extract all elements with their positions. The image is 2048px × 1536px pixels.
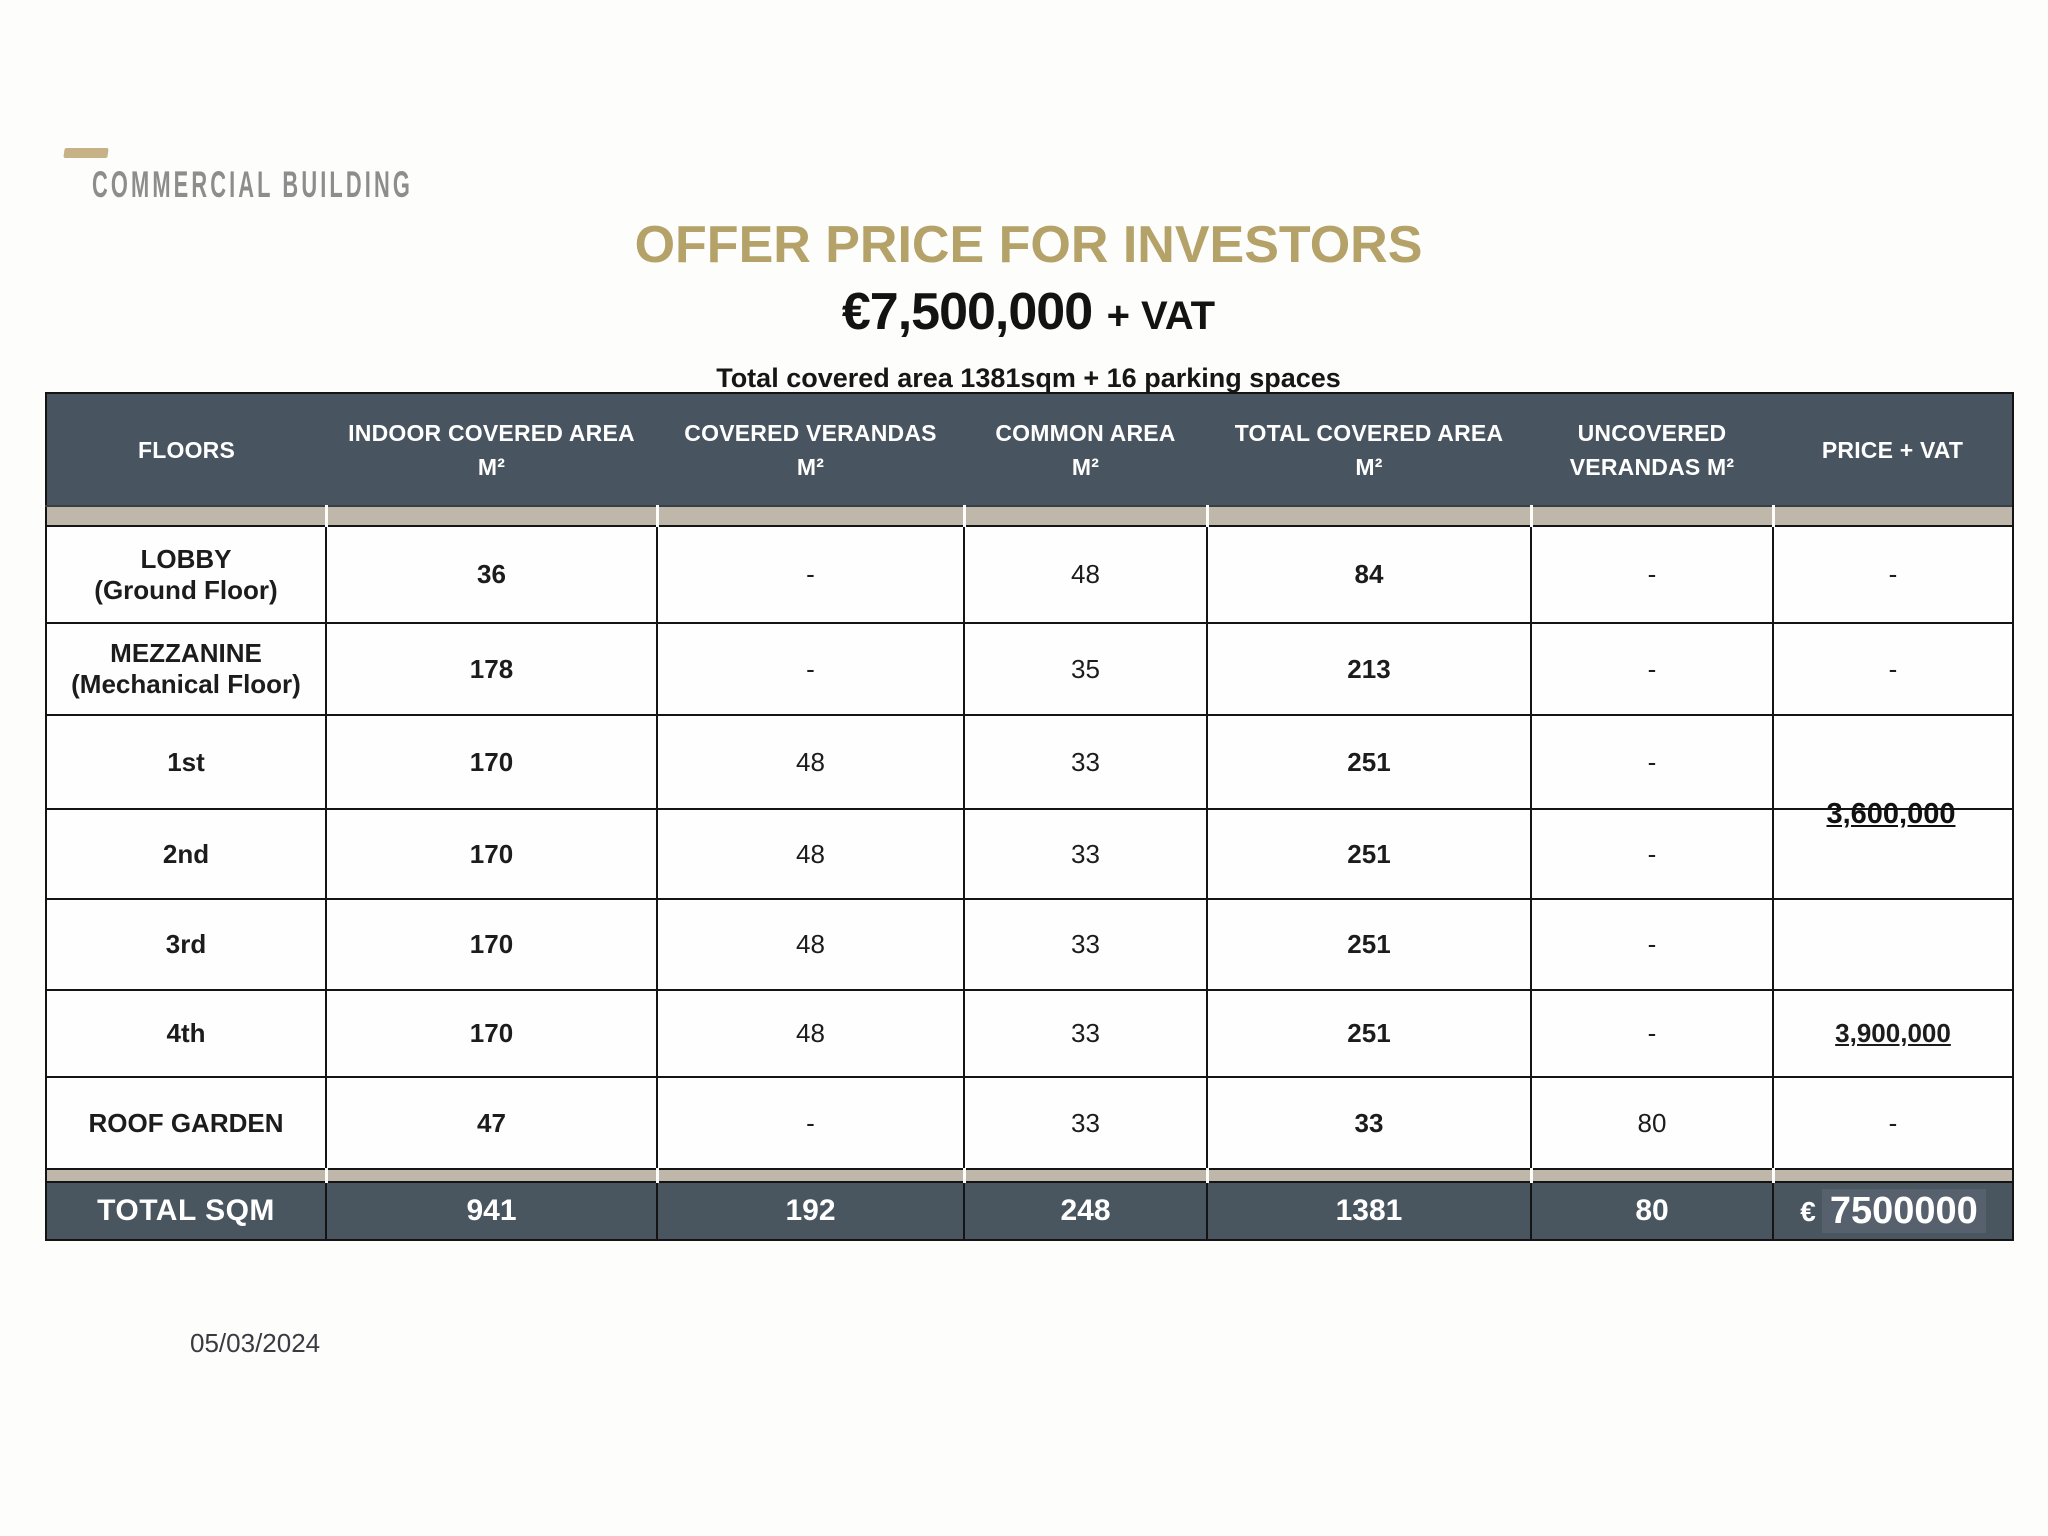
total-common: 248 (964, 1182, 1207, 1240)
cell-total-covered: 251 (1207, 715, 1531, 809)
euro-sign: € (1800, 1195, 1816, 1227)
cell-covered-verandas: - (657, 526, 964, 623)
logo-accent-dash-icon (63, 148, 108, 158)
col-header-common-area: COMMON AREA M² (964, 393, 1207, 506)
cell-total-covered: 213 (1207, 623, 1531, 715)
total-price-amount: 7500000 (1822, 1189, 1986, 1233)
col-header-total-covered-area: TOTAL COVERED AREA M² (1207, 393, 1531, 506)
col-header-floors: FLOORS (46, 393, 326, 506)
total-indoor: 941 (326, 1182, 657, 1240)
cell-indoor: 170 (326, 899, 657, 990)
cell-uncovered: 80 (1531, 1077, 1773, 1169)
cell-uncovered: - (1531, 526, 1773, 623)
cell-floor: MEZZANINE (Mechanical Floor) (46, 623, 326, 715)
cell-covered-verandas: 48 (657, 899, 964, 990)
col-header-price-vat: PRICE + VAT (1773, 393, 2013, 506)
table-row-3rd (46, 899, 2013, 990)
table-total-row (46, 1182, 2013, 1240)
table-row-4th (46, 990, 2013, 1077)
offer-subtitle: Total covered area 1381sqm + 16 parking spaces (716, 363, 1341, 393)
cell-covered-verandas: 48 (657, 715, 964, 809)
offer-price: €7,500,000 (841, 283, 1093, 341)
table-row-mezzanine (46, 623, 2013, 715)
col-header-uncovered-verandas: UNCOVERED VERANDAS M² (1531, 393, 1773, 506)
cell-floor: 3rd (46, 899, 326, 990)
table-header-row (46, 393, 2013, 506)
cell-price (1773, 809, 2013, 899)
cell-indoor: 47 (326, 1077, 657, 1169)
cell-total-covered: 33 (1207, 1077, 1531, 1169)
total-total-covered: 1381 (1207, 1182, 1531, 1240)
cell-uncovered: - (1531, 809, 1773, 899)
cell-floor: LOBBY (Ground Floor) (46, 526, 326, 623)
table-row-2nd (46, 809, 2013, 899)
cell-common: 48 (964, 526, 1207, 623)
cell-common: 33 (964, 1077, 1207, 1169)
cell-common: 35 (964, 623, 1207, 715)
table-row-1st (46, 715, 2013, 809)
cell-covered-verandas: - (657, 1077, 964, 1169)
cell-indoor: 178 (326, 623, 657, 715)
merged-price-floors-1-3: 3,600,000 (1826, 798, 1956, 830)
cell-uncovered: - (1531, 715, 1773, 809)
total-price (1773, 1182, 2013, 1240)
cell-floor: ROOF GARDEN (46, 1077, 326, 1169)
total-label: TOTAL SQM (46, 1182, 326, 1240)
logo-text: COMMERCIAL BUILDING (92, 164, 413, 205)
cell-indoor: 170 (326, 809, 657, 899)
cell-price-4th: 3,900,000 (1773, 990, 2013, 1077)
cell-covered-verandas: 48 (657, 809, 964, 899)
cell-price (1773, 899, 2013, 990)
table-row-roof-garden (46, 1077, 2013, 1169)
cell-indoor: 170 (326, 990, 657, 1077)
cell-uncovered: - (1531, 899, 1773, 990)
cell-common: 33 (964, 899, 1207, 990)
cell-price (1773, 715, 2013, 809)
cell-uncovered: - (1531, 990, 1773, 1077)
col-header-covered-verandas: COVERED VERANDAS M² (657, 393, 964, 506)
cell-floor: 1st (46, 715, 326, 809)
offer-price-line (45, 284, 2012, 353)
page-title: OFFER PRICE FOR INVESTORS (634, 216, 1423, 274)
cell-common: 33 (964, 809, 1207, 899)
offer-table (45, 392, 2014, 1241)
cell-covered-verandas: - (657, 623, 964, 715)
cell-price: - (1773, 623, 2013, 715)
cell-indoor: 36 (326, 526, 657, 623)
masthead (45, 218, 2012, 394)
logo (60, 148, 503, 205)
document-date: 05/03/2024 (190, 1328, 321, 1358)
divider-strip-top (46, 506, 2013, 526)
cell-total-covered: 251 (1207, 899, 1531, 990)
cell-price: - (1773, 526, 2013, 623)
cell-price: - (1773, 1077, 2013, 1169)
total-covered-verandas: 192 (657, 1182, 964, 1240)
table-row-lobby (46, 526, 2013, 623)
offer-table-container (45, 392, 2012, 1241)
cell-total-covered: 84 (1207, 526, 1531, 623)
cell-common: 33 (964, 990, 1207, 1077)
col-header-indoor-covered-area: INDOOR COVERED AREA M² (326, 393, 657, 506)
cell-total-covered: 251 (1207, 809, 1531, 899)
cell-floor: 2nd (46, 809, 326, 899)
divider-strip-bottom (46, 1169, 2013, 1182)
cell-common: 33 (964, 715, 1207, 809)
cell-floor: 4th (46, 990, 326, 1077)
total-uncovered: 80 (1531, 1182, 1773, 1240)
offer-price-vat-suffix: + VAT (1106, 294, 1216, 338)
cell-total-covered: 251 (1207, 990, 1531, 1077)
cell-uncovered: - (1531, 623, 1773, 715)
cell-indoor: 170 (326, 715, 657, 809)
cell-covered-verandas: 48 (657, 990, 964, 1077)
